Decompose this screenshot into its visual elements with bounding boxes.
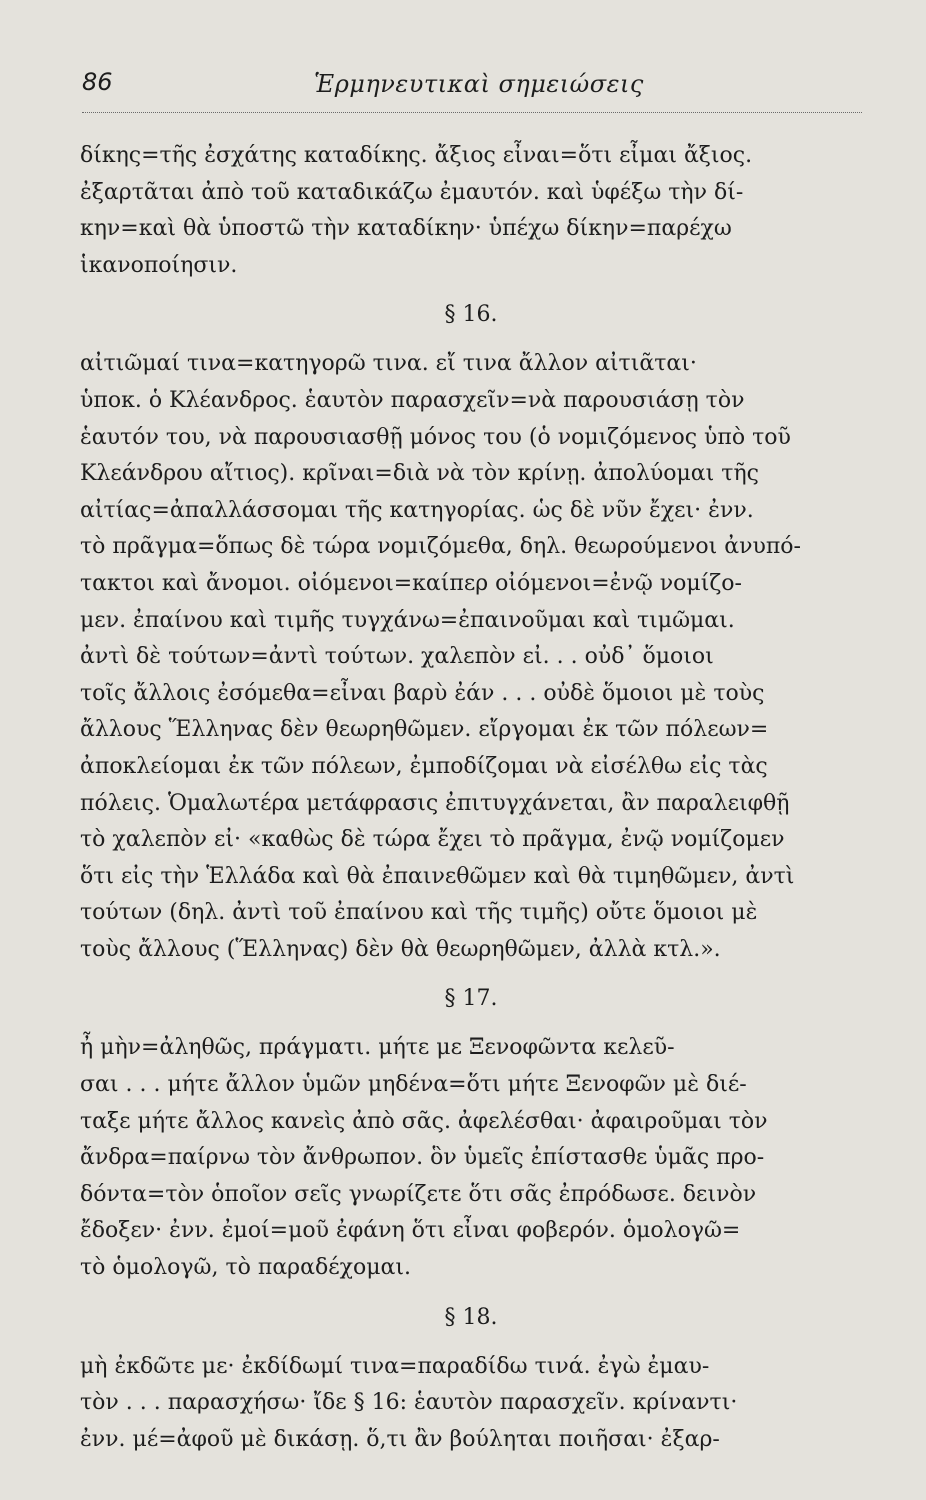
- text-line: ἄνδρα=παίρνω τὸν ἄνθρωπον. ὃν ὑμεῖς ἐπίστασθε ὑμᾶς προ-: [80, 1145, 765, 1171]
- page-number: 86: [82, 68, 113, 96]
- text-line: ἐνν. μέ=ἀφοῦ μὲ δικάσῃ. ὅ,τι ἂν βούληται ποιῆσαι· ἐξαρ-: [80, 1426, 720, 1452]
- text-line: σαι . . . μήτε ἄλλον ὑμῶν μηδένα=ὅτι μήτε Ξενοφῶν μὲ διέ-: [80, 1072, 747, 1098]
- text-line: ἀντὶ δὲ τούτων=ἀντὶ τούτων. χαλεπὸν εἰ. . . οὐδ᾽ ὅμοιοι: [80, 644, 714, 670]
- text-line: δόντα=τὸν ὁποῖον σεῖς γνωρίζετε ὅτι σᾶς ἐπρόδωσε. δεινὸν: [80, 1181, 757, 1207]
- section-heading-17: § 17.: [444, 986, 498, 1012]
- text-line: τοῖς ἄλλοις ἐσόμεθα=εἶναι βαρὺ ἐάν . . . οὐδὲ ὅμοιοι μὲ τοὺς: [80, 680, 765, 706]
- text-line: κην=καὶ θὰ ὑποστῶ τὴν καταδίκην· ὑπέχω δίκην=παρέχω: [80, 216, 732, 242]
- commentary-text: [80, 138, 862, 1458]
- text-line: ὅτι εἰς τὴν Ἑλλάδα καὶ θὰ ἐπαινεθῶμεν καὶ θὰ τιμηθῶμεν, ἀντὶ: [80, 863, 795, 889]
- text-line: ἀποκλείομαι ἐκ τῶν πόλεων, ἐμποδίζομαι νὰ εἰσέλθω εἰς τὰς: [80, 753, 768, 779]
- text-line: ἄλλους Ἕλληνας δὲν θεωρηθῶμεν. εἴργομαι ἐκ τῶν πόλεων=: [80, 717, 769, 743]
- text-line: μὴ ἐκδῶτε με· ἐκδίδωμί τινα=παραδίδω τινά. ἐγὼ ἐμαυ-: [80, 1353, 710, 1379]
- text-line: τοὺς ἄλλους (Ἕλληνας) δὲν θὰ θεωρηθῶμεν, ἀλλὰ κτλ.».: [80, 936, 721, 962]
- text-line: αἰτίας=ἀπαλλάσσομαι τῆς κατηγορίας. ὡς δὲ νῦν ἔχει· ἐνν.: [80, 497, 754, 523]
- section-heading-16: § 16.: [444, 302, 498, 328]
- text-line: τὸ πρᾶγμα=ὅπως δὲ τώρα νομιζόμεθα, δηλ. θεωρούμενοι ἀνυπό-: [80, 534, 801, 560]
- running-head: [82, 62, 862, 106]
- text-line: ταξε μήτε ἄλλος κανεὶς ἀπὸ σᾶς. ἀφελέσθαι· ἀφαιροῦμαι τὸν: [80, 1108, 768, 1134]
- section-heading-18: § 18.: [444, 1304, 498, 1330]
- text-line: Κλεάνδρου αἴτιος). κρῖναι=διὰ νὰ τὸν κρίνῃ. ἀπολύομαι τῆς: [80, 461, 759, 487]
- text-line: ἔδοξεν· ἐνν. ἐμοί=μοῦ ἐφάνη ὅτι εἶναι φοβερόν. ὁμολογῶ=: [80, 1218, 741, 1244]
- text-line: τὸ χαλεπὸν εἰ· «καθὼς δὲ τώρα ἔχει τὸ πρᾶγμα, ἐνῷ νομίζομεν: [80, 827, 785, 853]
- text-line: ἱκανοποίησιν.: [80, 252, 238, 278]
- text-line: πόλεις. Ὁμαλωτέρα μετάφρασις ἐπιτυγχάνεται, ἂν παραλειφθῇ: [80, 790, 790, 816]
- text-line: τὸ ὁμολογῶ, τὸ παραδέχομαι.: [80, 1255, 411, 1281]
- text-line: τὸν . . . παρασχήσω· ἴδε § 16: ἑαυτὸν παρασχεῖν. κρίναντι·: [80, 1390, 738, 1416]
- text-line: δίκης=τῆς ἐσχάτης καταδίκης. ἄξιος εἶναι=ὅτι εἶμαι ἄξιος.: [80, 143, 753, 168]
- text-line: ὑποκ. ὁ Κλέανδρος. ἑαυτὸν παρασχεῖν=νὰ παρουσιάσῃ τὸν: [80, 387, 745, 413]
- running-title: Ἑρμηνευτικαὶ σημειώσεις: [314, 70, 644, 98]
- text-line: αἰτιῶμαί τινα=κατηγορῶ τινα. εἴ τινα ἄλλον αἰτιᾶται·: [80, 351, 697, 377]
- text-line: ἐξαρτᾶται ἀπὸ τοῦ καταδικάζω ἐμαυτόν. καὶ ὑφέξω τὴν δί-: [80, 179, 744, 205]
- text-line: ἦ μὴν=ἀληθῶς, πράγματι. μήτε με Ξενοφῶντα κελεῦ-: [80, 1035, 675, 1061]
- text-line: μεν. ἐπαίνου καὶ τιμῆς τυγχάνω=ἐπαινοῦμαι καὶ τιμῶμαι.: [80, 607, 735, 633]
- header-divider: [82, 112, 862, 113]
- text-line: ἑαυτόν του, νὰ παρουσιασθῇ μόνος του (ὁ νομιζόμενος ὑπὸ τοῦ: [80, 424, 791, 450]
- text-line: τακτοι καὶ ἄνομοι. οἰόμενοι=καίπερ οἰόμενοι=ἐνῷ νομίζο-: [80, 570, 742, 596]
- text-line: τούτων (δηλ. ἀντὶ τοῦ ἐπαίνου καὶ τῆς τιμῆς) οὔτε ὅμοιοι μὲ: [80, 900, 758, 926]
